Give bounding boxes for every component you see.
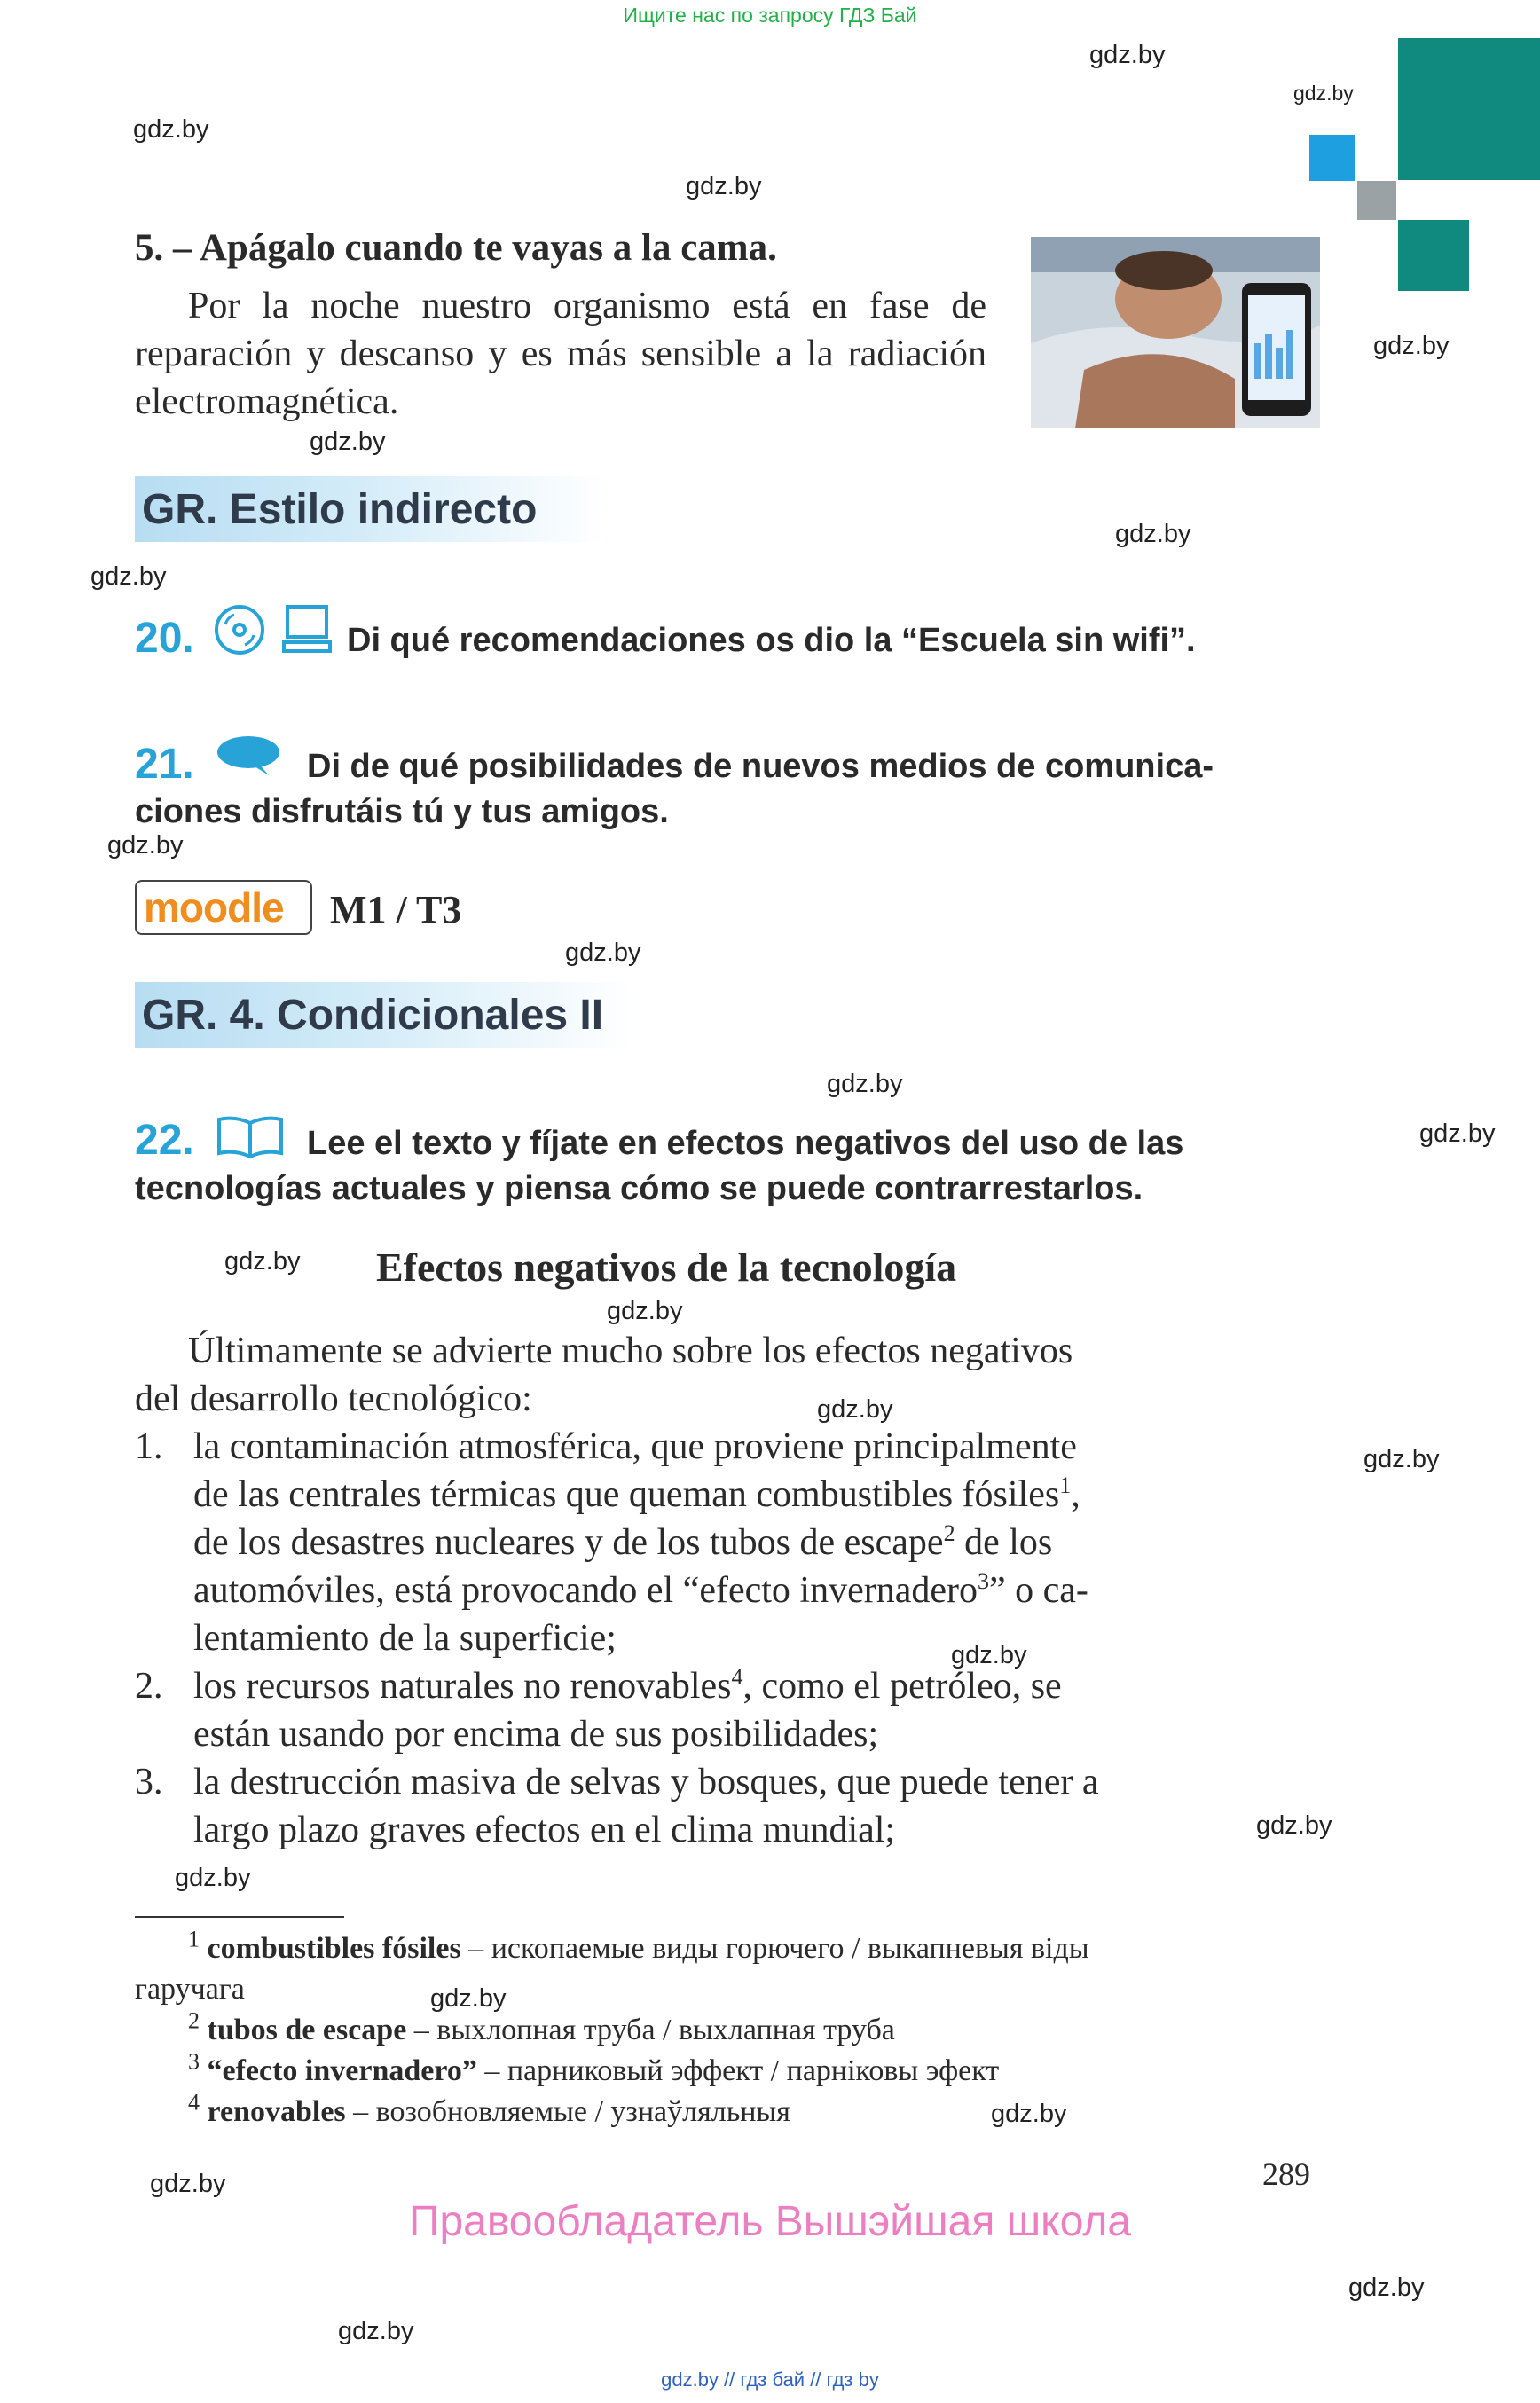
list-line: la destrucción masiva de selvas y bosques, que puede tener a xyxy=(193,1762,1099,1802)
watermark: gdz.by xyxy=(991,2100,1067,2128)
watermark: gdz.by xyxy=(338,2317,414,2345)
watermark: gdz.by xyxy=(224,1247,301,1276)
grammar-title: GR. Estilo indirecto xyxy=(142,486,538,533)
list-line: automóviles, está provocando el “efecto invernadero$^3$” o ca- xyxy=(193,1568,1088,1611)
watermark: gdz.by xyxy=(607,1297,683,1325)
list-item xyxy=(193,1758,1318,1854)
article-paragraph: Últimamente se advierte mucho sobre los efectos negativos xyxy=(188,1331,1073,1371)
footnote: $^4$ renovables – возобновляемые / узнаўляльныя xyxy=(188,2089,790,2128)
copyright-notice: Правообладатель Вышэйшая школа xyxy=(408,2198,1132,2245)
footnote: $^3$ “efecto invernadero” – парниковый эффект / парніковы эфект xyxy=(188,2048,1000,2087)
article-paragraph: del desarrollo tecnológico: xyxy=(135,1378,532,1419)
grammar-title: GR. 4. Condicionales II xyxy=(142,992,604,1039)
list-line: los recursos naturales no renovables$^4$, como el petróleo, se xyxy=(193,1664,1062,1707)
list-line: están usando por encima de sus posibilidades; xyxy=(193,1714,879,1755)
watermark: gdz.by xyxy=(1348,2273,1425,2302)
moodle-reference: M1 / T3 xyxy=(330,888,462,931)
computer-icon xyxy=(282,603,332,659)
list-line: de las centrales térmicas que queman combustibles fósiles$^1$, xyxy=(193,1472,1080,1515)
list-number: 2. xyxy=(135,1666,163,1707)
grammar-bar xyxy=(135,982,632,1048)
decor-square-gray xyxy=(1357,181,1396,220)
watermark: gdz.by xyxy=(1293,82,1354,105)
watermark: gdz.by xyxy=(1089,41,1166,69)
watermark: gdz.by xyxy=(310,428,386,456)
section-paragraph: Por la noche nuestro organismo está en fase de reparación y descanso y es más sensible a la radiación electromagnética. xyxy=(135,286,986,422)
article-title: Efectos negativos de la tecnología xyxy=(376,1245,957,1290)
section-heading: 5. – Apágalo cuando te vayas a la cama. xyxy=(135,227,777,269)
list-item xyxy=(193,1662,1318,1758)
list-line: largo plazo graves efectos en el clima mundial; xyxy=(193,1810,896,1850)
exercise-number: 21. xyxy=(135,741,194,788)
watermark: gdz.by xyxy=(817,1395,893,1424)
watermark: gdz.by xyxy=(827,1070,903,1098)
watermark: gdz.by xyxy=(565,938,641,967)
decor-square-blue xyxy=(1309,135,1355,181)
watermark: gdz.by xyxy=(1373,332,1450,360)
watermark: gdz.by xyxy=(951,1641,1027,1669)
grammar-bar xyxy=(135,476,605,542)
decor-square-teal-small xyxy=(1398,220,1469,291)
sleeping-man-photo xyxy=(1031,237,1320,428)
watermark: gdz.by xyxy=(1419,1119,1496,1148)
decor-square-teal-large xyxy=(1398,38,1540,180)
footnote-rule xyxy=(135,1916,344,1918)
exercise-text: ciones disfrutáis tú y tus amigos. xyxy=(135,793,669,830)
watermark: gdz.by xyxy=(1256,1811,1332,1840)
list-line: la contaminación atmosférica, que proviene principalmente xyxy=(193,1426,1077,1467)
cd-audio-icon xyxy=(213,603,268,661)
list-number: 1. xyxy=(135,1426,163,1467)
exercise-number: 20. xyxy=(135,615,194,662)
list-line: de los desastres nucleares y de los tubos de escape$^2$ de los xyxy=(193,1520,1053,1563)
watermark: gdz.by xyxy=(150,2170,226,2198)
footnote: $^2$ tubos de escape – выхлопная труба / выхлапная труба xyxy=(188,2007,895,2046)
open-book-icon xyxy=(216,1114,285,1165)
list-number: 3. xyxy=(135,1762,163,1802)
top-banner: Ищите нас по запросу ГДЗ Бай xyxy=(623,4,917,27)
speech-bubble-icon xyxy=(216,734,281,781)
bottom-links[interactable]: gdz.by // гдз бай // гдз by xyxy=(661,2368,879,2391)
watermark: gdz.by xyxy=(430,1984,507,2013)
footnote: $^1$ combustibles fósiles – ископаемые виды горючего / выкапневыя віды гаручага xyxy=(135,1926,1089,2006)
page-number: 289 xyxy=(1262,2156,1310,2192)
watermark: gdz.by xyxy=(686,172,762,200)
watermark: gdz.by xyxy=(133,115,209,144)
exercise-number: 22. xyxy=(135,1117,194,1164)
watermark: gdz.by xyxy=(90,562,167,591)
list-line: lentamiento de la superficie; xyxy=(193,1618,617,1659)
exercise-text: Lee el texto y fíjate en efectos negativos del uso de las xyxy=(307,1125,1184,1162)
moodle-logo-text: moodle xyxy=(144,884,284,931)
list-item xyxy=(193,1423,1318,1662)
watermark: gdz.by xyxy=(107,831,184,860)
watermark: gdz.by xyxy=(1115,520,1191,548)
exercise-text: tecnologías actuales y piensa cómo se puede contrarrestarlos. xyxy=(135,1170,1143,1207)
watermark: gdz.by xyxy=(1363,1445,1440,1473)
watermark: gdz.by xyxy=(175,1864,251,1892)
moodle-logo xyxy=(135,880,312,935)
exercise-text: Di de qué posibilidades de nuevos medios de comunica- xyxy=(307,748,1214,785)
exercise-text: Di qué recomendaciones os dio la “Escuela sin wifi”. xyxy=(347,622,1196,659)
